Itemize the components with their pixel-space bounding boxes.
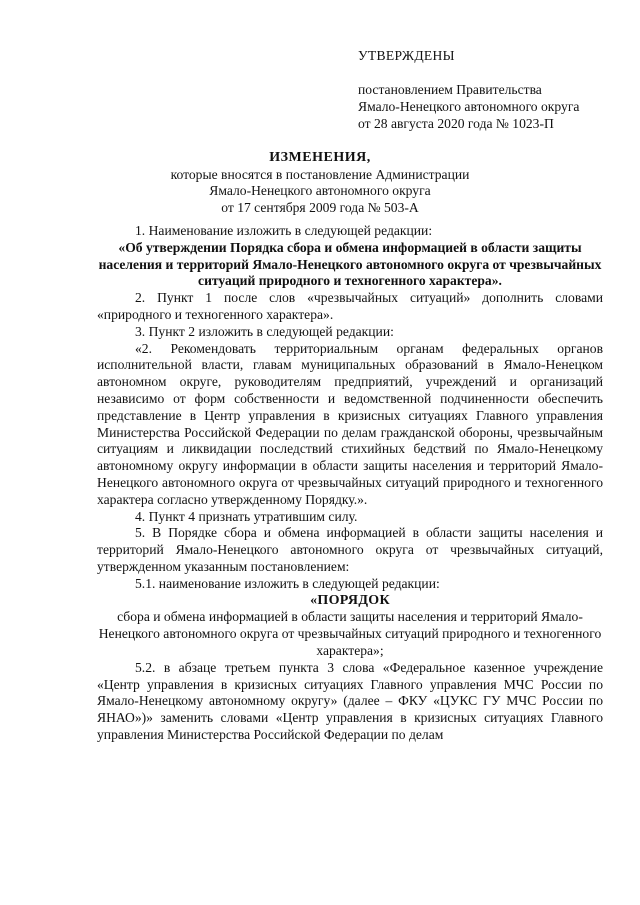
paragraph-5-1: 5.1. наименование изложить в следующей редакции: xyxy=(135,575,440,591)
paragraph-1: 1. Наименование изложить в следующей редакции: xyxy=(135,223,433,238)
approval-stamp xyxy=(358,47,628,132)
order-title: «ПОРЯДОК xyxy=(310,592,390,608)
paragraph-2: 2. Пункт 1 после слов «чрезвычайных ситуаций» дополнить словами «природного и техногенного характера». xyxy=(97,290,603,322)
title-line-1: которые вносятся в постановление Администрации xyxy=(170,166,470,182)
paragraph-3-quote: «2. Рекомендовать территориальным органам федеральных органов исполнительной власти, главам муниципальных образований в Ямало-Ненецком автономном округе, руководителям предприятий, учреждений и организаций независимо от форм собственности и ведомственной подчиненности обеспечить представление в Центр управления в кризисных ситуациях Главного управления Министерства Российской Федерации по делам гражданской обороны, чрезвычайным ситуациям и ликвидации последствий стихийных бедствий по Ямало-Ненецкому автономному округу информации в области защиты населения и территорий Ямало-Ненецкого автономного округа от чрезвычайных ситуаций природного и техногенного характера согласно утвержденному Порядку.». xyxy=(97,340,603,507)
title-main: ИЗМЕНЕНИЯ, xyxy=(269,150,371,165)
paragraph-3: 3. Пункт 2 изложить в следующей редакции: xyxy=(135,323,394,339)
order-subtitle: сбора и обмена информацией в области защиты населения и территорий Ямало-Ненецкого автономного округа от чрезвычайных ситуаций природного и техногенного характера»; xyxy=(98,609,602,658)
paragraph-1-new-name: «Об утверждении Порядка сбора и обмена информацией в области защиты населения и территорий Ямало-Ненецкого автономного округа от чрезвычайных ситуаций природного и техногенного характера». xyxy=(98,239,602,289)
paragraph-5: 5. В Порядке сбора и обмена информацией в области защиты населения и территорий Ямало-Ненецкого автономного округа от чрезвычайных ситуаций, утвержденном указанным постановлением: xyxy=(97,525,603,574)
approval-line-3: от 28 августа 2020 года № 1023-П xyxy=(358,116,554,131)
paragraph-5-2: 5.2. в абзаце третьем пункта 3 слова «Федеральное казенное учреждение «Центр управления в кризисных ситуациях Главного управления МЧС России по Ямало-Ненецкому автономному округу» (далее – ФКУ «ЦУКС ГУ МЧС России по ЯНАО»)» заменить словами «Центр управления в кризисных ситуациях Главного управления Министерства Российской Федерации по делам xyxy=(97,659,603,742)
title-line-2: Ямало-Ненецкого автономного округа xyxy=(209,183,431,198)
paragraph-4: 4. Пункт 4 признать утратившим силу. xyxy=(135,508,358,524)
approval-line-2: Ямало-Ненецкого автономного округа xyxy=(358,99,580,114)
document-body xyxy=(97,223,603,744)
document-title xyxy=(120,150,520,216)
approval-heading: УТВЕРЖДЕНЫ xyxy=(358,48,455,63)
approval-line-1: постановлением Правительства xyxy=(358,82,542,97)
title-line-3: от 17 сентября 2009 года № 503-А xyxy=(221,199,419,215)
